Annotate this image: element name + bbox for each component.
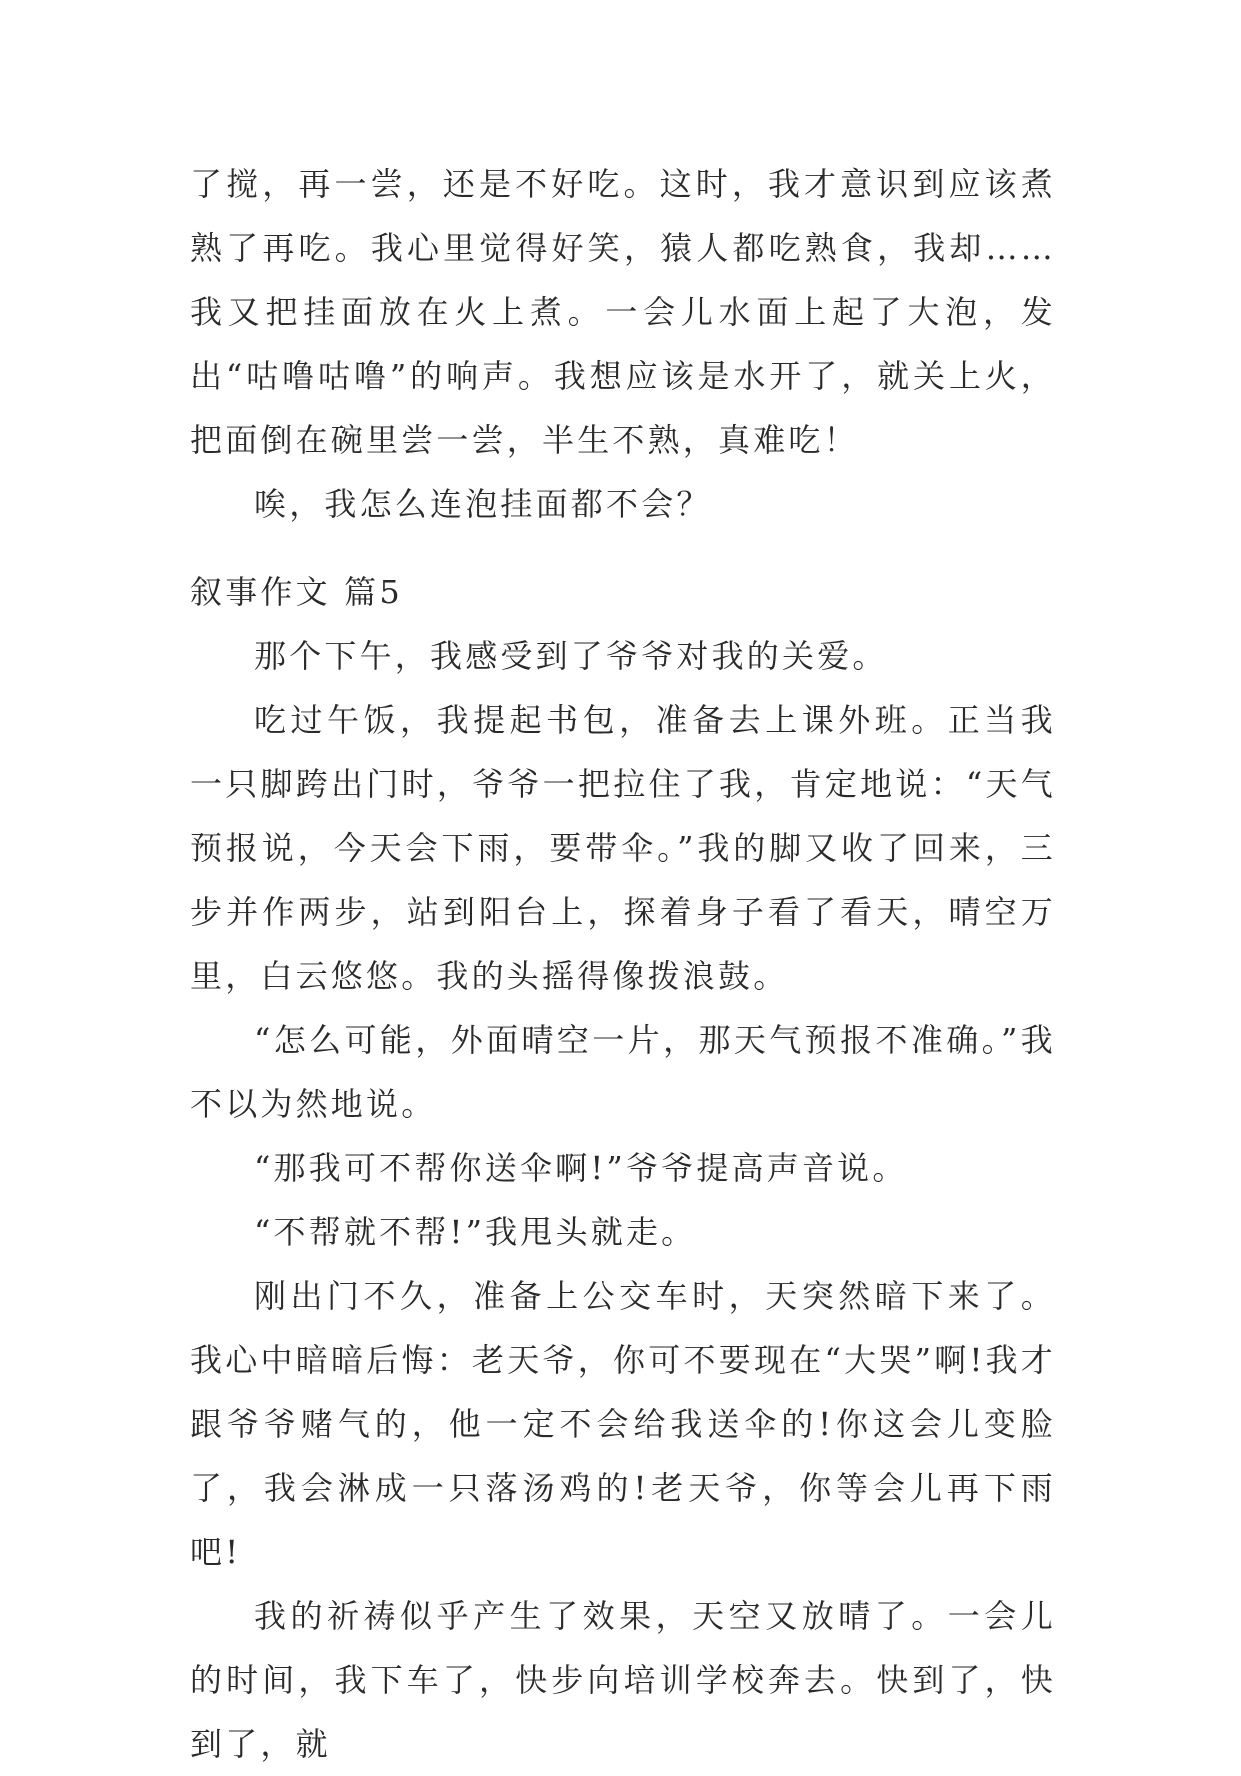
paragraph: “怎么可能，外面晴空一片，那天气预报不准确。”我不以为然地说。 — [190, 1021, 1056, 1123]
section-heading: 叙事作文 篇5 — [190, 573, 403, 611]
paragraph: 那个下午，我感受到了爷爷对我的关爱。 — [254, 637, 888, 675]
paragraph: 我的祈祷似乎产生了效果，天空又放晴了。一会儿的时间，我下车了，快步向培训学校奔去。快到了，快到了，就 — [190, 1597, 1056, 1763]
paragraph: “那我可不帮你送伞啊!”爷爷提高声音说。 — [254, 1149, 908, 1187]
paragraph: 吃过午饭，我提起书包，准备去上课外班。正当我一只脚跨出门时，爷爷一把拉住了我，肯定地说：“天气预报说，今天会下雨，要带伞。”我的脚又收了回来，三步并作两步，站到阳台上，探着身子看了看天，晴空万里，白云悠悠。我的头摇得像拨浪鼓。 — [190, 701, 1056, 995]
paragraph-closing: 唉，我怎么连泡挂面都不会？ — [254, 485, 712, 523]
essay-section-5 — [190, 560, 1056, 1776]
essay-continuation — [190, 152, 1056, 536]
paragraph: 刚出门不久，准备上公交车时，天突然暗下来了。我心中暗暗后悔：老天爷，你可不要现在“大哭”啊!我才跟爷爷赌气的，他一定不会给我送伞的!你这会儿变脸了，我会淋成一只落汤鸡的!老天爷，你等会儿再下雨吧! — [190, 1277, 1056, 1571]
paragraph-noodles: 了搅，再一尝，还是不好吃。这时，我才意识到应该煮熟了再吃。我心里觉得好笑，猿人都吃熟食，我却……我又把挂面放在火上煮。一会儿水面上起了大泡，发出“咕噜咕噜”的响声。我想应该是水开了，就关上火，把面倒在碗里尝一尝，半生不熟，真难吃！ — [190, 165, 1056, 459]
paragraph: “不帮就不帮!”我甩头就走。 — [254, 1213, 697, 1251]
